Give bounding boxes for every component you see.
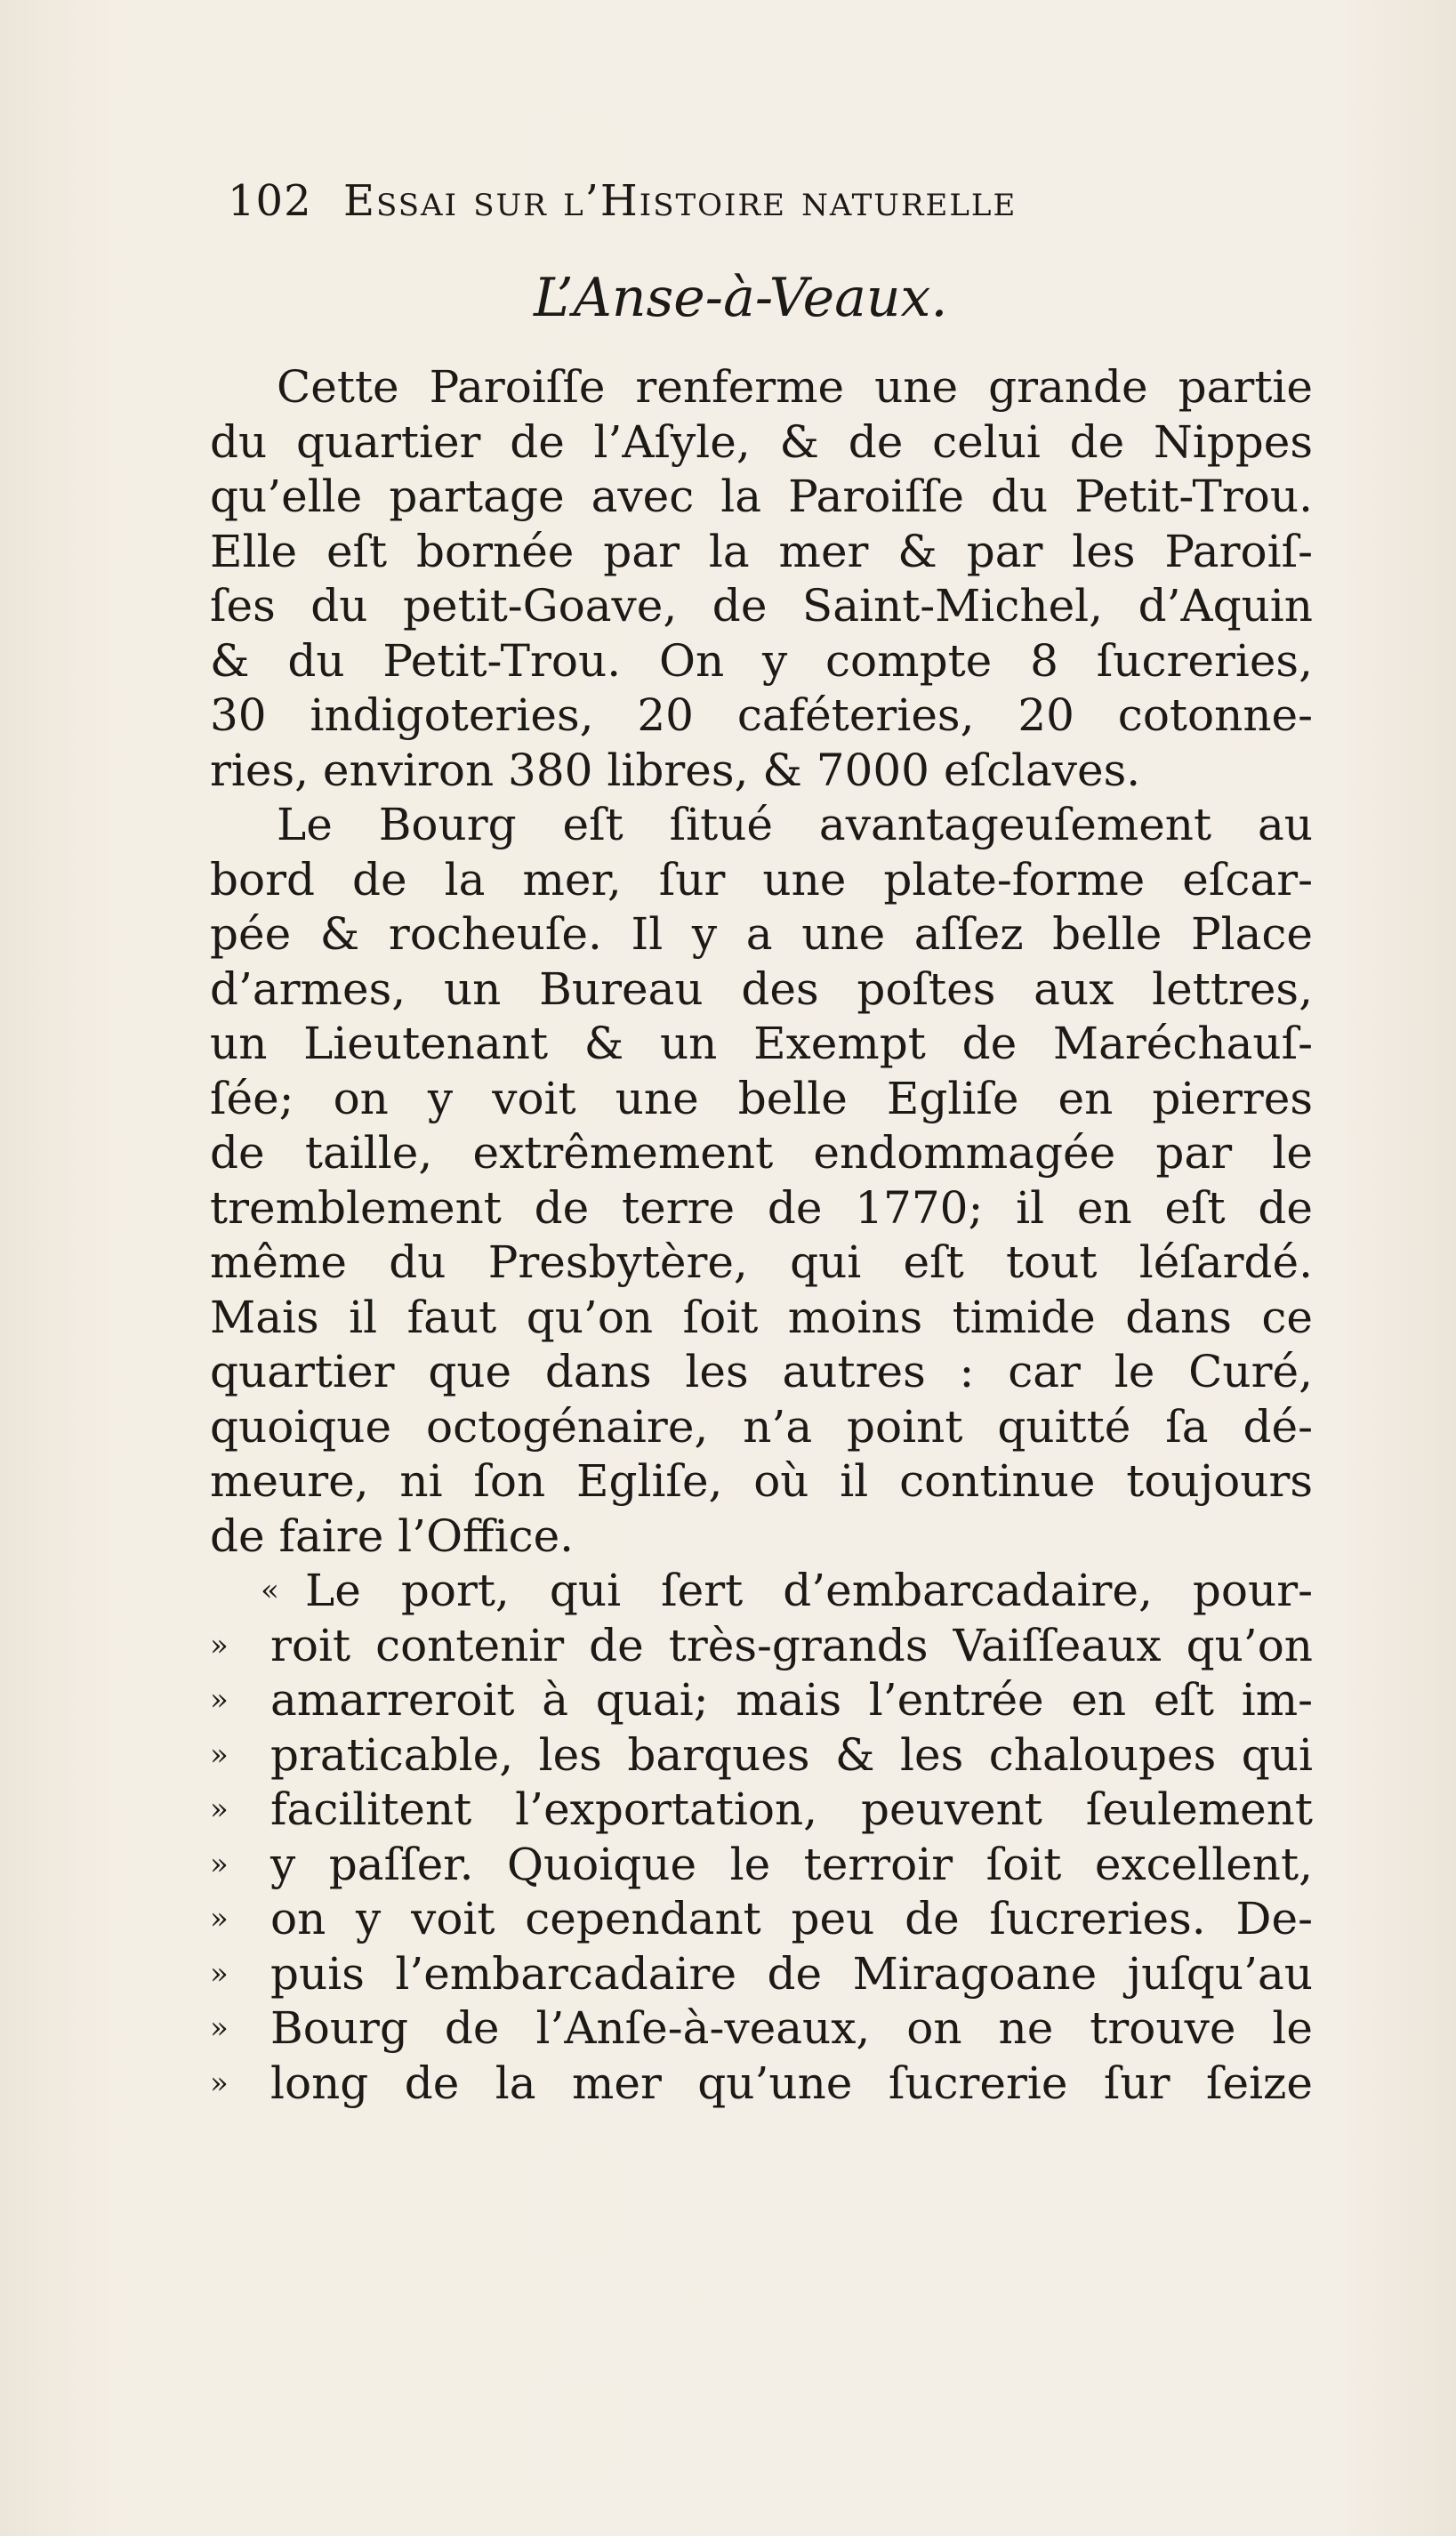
- text-line: & du Petit-Trou. On y compte 8 ſucreries,: [210, 634, 1313, 687]
- quote-text: Bourg de l’Anſe-à-veaux, on ne trouve le: [270, 2002, 1313, 2054]
- running-title: Essai sur l’Histoire naturelle: [343, 176, 1018, 226]
- continuation-quote-mark: »: [210, 1901, 229, 1936]
- continuation-quote-mark: »: [210, 1682, 229, 1718]
- text-line: du quartier de l’Aſyle, & de celui de Nippes: [210, 415, 1313, 468]
- text-line: Elle eſt bornée par la mer & par les Paroiſ-: [210, 525, 1313, 577]
- text-line: Le Bourg eſt ſitué avantageuſement au: [277, 799, 1313, 850]
- quote-text: roit contenir de très-grands Vaiſſeaux qu’on: [270, 1619, 1313, 1671]
- text-line: bord de la mer, ſur une plate-forme eſcar-: [210, 853, 1313, 906]
- text-line: d’armes, un Bureau des poſtes aux lettres,: [210, 962, 1313, 1015]
- quote-line: [210, 1673, 1313, 1728]
- page-number: 102: [228, 176, 312, 226]
- quote-text: on y voit cependant peu de ſucreries. De-: [270, 1893, 1313, 1944]
- quote-text: amarreroit à quai; mais l’entrée en eſt im-: [270, 1674, 1313, 1726]
- page-body: [210, 360, 1313, 2111]
- quote-line: [210, 2001, 1313, 2057]
- quote-text: puis l’embarcadaire de Miragoane juſqu’au: [270, 1947, 1313, 2000]
- quote-line: [210, 1619, 1313, 1674]
- quote-line: [210, 1947, 1313, 2002]
- text-line: de faire l’Office.: [210, 1510, 575, 1562]
- continuation-quote-mark: »: [210, 1955, 229, 1992]
- text-line: même du Presbytère, qui eſt tout léſardé.: [210, 1236, 1313, 1288]
- text-line: Cette Paroiſſe renferme une grande partie: [277, 361, 1313, 413]
- text-line: 30 indigoteries, 20 caféteries, 20 cotonne-: [210, 689, 1313, 741]
- text-line: quoique octogénaire, n’a point quitté ſa dé-: [210, 1400, 1313, 1453]
- section-title: L’Anse-à-Veaux.: [534, 267, 948, 329]
- quote-line: [210, 1838, 1313, 1893]
- quote-line: [210, 1892, 1313, 1947]
- text-line: Mais il faut qu’on ſoit moins timide dans ce: [210, 1291, 1313, 1343]
- continuation-quote-mark: »: [210, 1846, 229, 1882]
- quote-text: praticable, les barques & les chaloupes qui: [270, 1728, 1313, 1781]
- continuation-quote-mark: »: [210, 1736, 229, 1773]
- text-line: tremblement de terre de 1770; il en eſt de: [210, 1181, 1313, 1234]
- text-line: de taille, extrêmement endommagée par le: [210, 1127, 1313, 1179]
- text-line: ſée; on y voit une belle Egliſe en pierres: [210, 1072, 1313, 1124]
- quote-text: Le port, qui ſert d’embarcadaire, pour-: [305, 1565, 1313, 1616]
- quote-line: [210, 1728, 1313, 1783]
- continuation-quote-mark: »: [210, 1627, 229, 1663]
- continuation-quote-mark: »: [210, 1791, 229, 1827]
- quote-line: [210, 1783, 1313, 1838]
- text-line: qu’elle partage avec la Paroiſſe du Petit-Trou.: [210, 471, 1313, 522]
- open-quote-mark: «: [261, 1573, 279, 1608]
- running-header: [228, 176, 1206, 238]
- text-line: ſes du petit-Goave, de Saint-Michel, d’Aquin: [210, 580, 1313, 632]
- text-line: meure, ni ſon Egliſe, où il continue toujours: [210, 1455, 1313, 1507]
- quote-text: long de la mer qu’une ſucrerie ſur ſeize: [270, 2057, 1313, 2109]
- continuation-quote-mark: »: [210, 2065, 229, 2101]
- continuation-quote-mark: »: [210, 2010, 229, 2046]
- quote-line: [210, 1564, 1313, 1619]
- text-line: un Lieutenant & un Exempt de Maréchauſ-: [210, 1018, 1313, 1069]
- quote-text: y paſſer. Quoique le terroir ſoit excellent,: [270, 1838, 1313, 1890]
- quote-text: facilitent l’exportation, peuvent ſeulement: [270, 1783, 1313, 1835]
- quote-line: [210, 2057, 1313, 2112]
- text-line: pée & rocheuſe. Il y a une aſſez belle Place: [210, 908, 1313, 960]
- text-line: quartier que dans les autres : car le Curé,: [210, 1346, 1313, 1397]
- text-line: ries, environ 380 libres, & 7000 eſclaves.: [210, 744, 1141, 796]
